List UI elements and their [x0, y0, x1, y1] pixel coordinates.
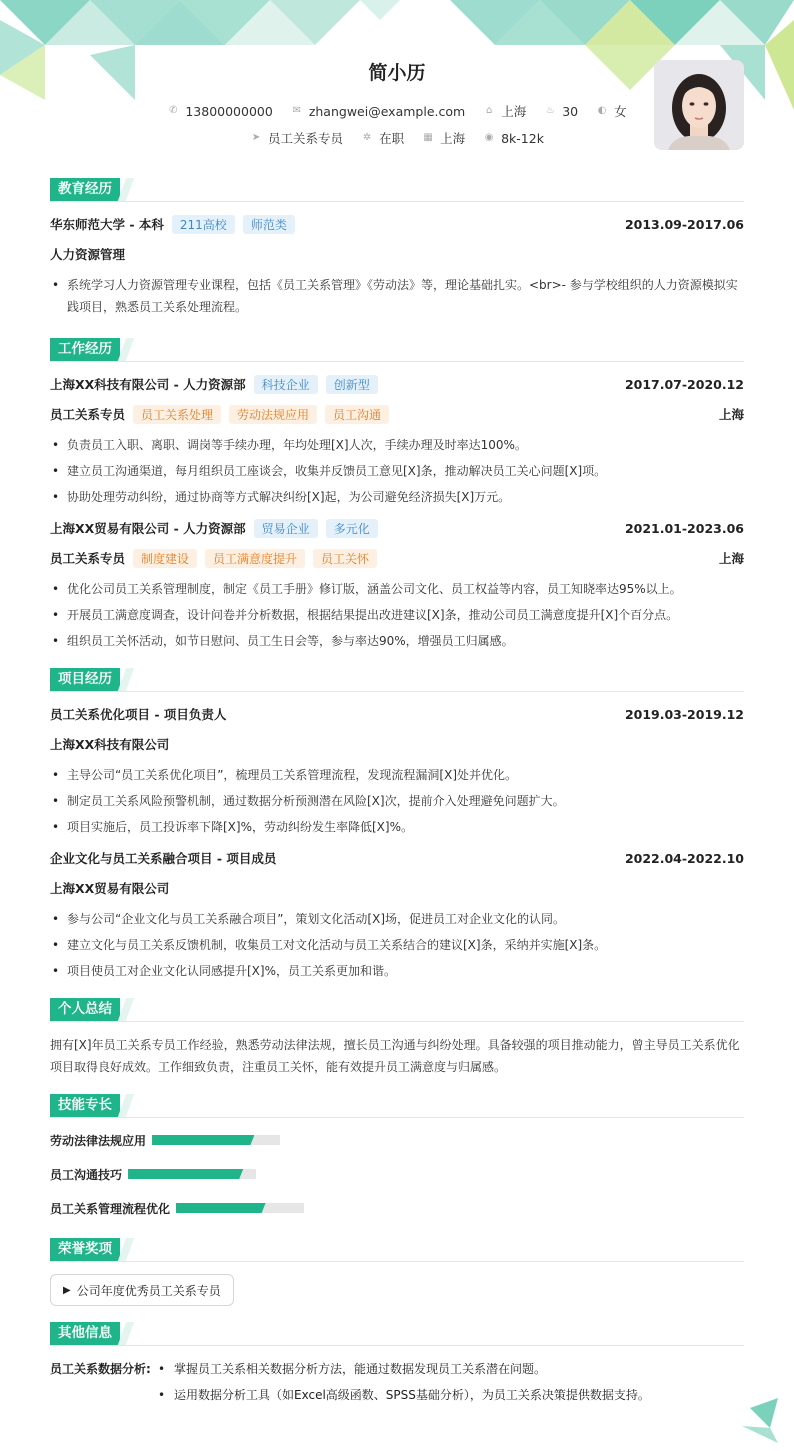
other-info: [50, 1358, 744, 1410]
list-item: • 系统学习人力资源管理专业课程，包括《员工关系管理》《劳动法》等，理论基础扎实。<br>- 参与学校组织的人力资源模拟实践项目，熟悉员工关系处理流程。: [50, 274, 744, 318]
age-text: 30: [562, 103, 579, 119]
project-entry: [50, 848, 744, 982]
list-item: • 建立文化与员工关系反馈机制，收集员工对文化活动与员工关系结合的建议[X]条，采纳并实施[X]条。: [50, 934, 744, 956]
gender-text: 女: [614, 104, 627, 119]
skill-item: [50, 1198, 403, 1218]
list-item: • 参与公司“企业文化与员工关系融合项目”，策划文化活动[X]场，促进员工对企业文化的认同。: [50, 908, 744, 930]
company-tag: 创新型: [326, 375, 378, 394]
list-item: • 负责员工入职、离职、调岗等手续办理，年均处理[X]人次，手续办理及时率达100%。: [50, 434, 744, 456]
skill-tag: 劳动法规应用: [229, 405, 317, 424]
work-period: 2021.01-2023.06: [624, 520, 744, 536]
city-text: 上海: [440, 131, 466, 146]
skill-level-bar: [128, 1169, 256, 1179]
section-title-tail: [118, 1094, 134, 1117]
list-item: • 项目实施后，员工投诉率下降[X]%，劳动纠纷发生率降低[X]%。: [50, 816, 744, 838]
work-period: 2017.07-2020.12: [624, 376, 744, 392]
skill-level-fill: [176, 1203, 266, 1213]
section-title: 其他信息: [50, 1322, 120, 1345]
education-section: [50, 178, 744, 318]
skill-tag: 制度建设: [133, 549, 197, 568]
list-item: • 制定员工关系风险预警机制，通过数据分析预测潜在风险[X]次，提前介入处理避免问题扩大。: [50, 790, 744, 812]
status-info: [361, 129, 404, 147]
company-name: 上海XX贸易有限公司 - 人力资源部: [50, 521, 246, 536]
skills-header: [50, 1094, 744, 1118]
role-name: 员工关系专员: [50, 407, 126, 422]
project-company: 上海XX贸易有限公司: [50, 881, 170, 896]
summary-header: [50, 998, 744, 1022]
cake-icon: ♨: [545, 105, 555, 116]
other-bullets: [156, 1358, 650, 1410]
company-row: [50, 374, 744, 394]
school-name: 华东师范大学 - 本科: [50, 217, 164, 232]
skill-level-fill: [128, 1169, 243, 1179]
age-info: [544, 102, 578, 120]
project-period: 2019.03-2019.12: [624, 706, 744, 722]
role-name: 员工关系专员: [50, 551, 126, 566]
avatar: [654, 60, 744, 150]
major-row: [50, 244, 744, 264]
section-title-tail: [118, 178, 134, 201]
resume-header: [50, 0, 744, 160]
work-location: 上海: [718, 407, 744, 422]
section-title: 教育经历: [50, 178, 120, 201]
company-name: 上海XX科技有限公司 - 人力资源部: [50, 377, 246, 392]
major-name: 人力资源管理: [50, 247, 126, 262]
section-title-tail: [118, 668, 134, 691]
gender-icon: ◐: [597, 105, 607, 116]
project-section: [50, 668, 744, 982]
candidate-name: 简小历: [368, 62, 426, 84]
work-section: [50, 338, 744, 652]
awards-header: [50, 1238, 744, 1262]
section-title: 项目经历: [50, 668, 120, 691]
gender-info: [596, 102, 627, 120]
project-bullets: [50, 908, 744, 982]
project-company-row: [50, 878, 744, 898]
work-entry: [50, 374, 744, 508]
skills-section: [50, 1094, 744, 1218]
project-title: 员工关系优化项目 - 项目负责人: [50, 707, 227, 722]
list-item: • 开展员工满意度调查，设计问卷并分析数据，根据结果提出改进建议[X]条，推动公司员工满意度提升[X]个百分点。: [50, 604, 744, 626]
work-location: 上海: [718, 551, 744, 566]
status-text: 在职: [379, 131, 405, 146]
list-item: • 组织员工关怀活动，如节日慰问、员工生日会等，参与率达90%，增强员工归属感。: [50, 630, 744, 652]
section-title-tail: [118, 338, 134, 361]
work-bullets: [50, 578, 744, 652]
school-tag: 211高校: [172, 215, 235, 234]
list-item: • 运用数据分析工具（如Excel高级函数、SPSS基础分析），为员工关系决策提供数据支持。: [156, 1384, 650, 1406]
education-header: [50, 178, 744, 202]
email-text: zhangwei@example.com: [308, 103, 466, 119]
list-item: • 协助处理劳动纠纷，通过协商等方式解决纠纷[X]起，为公司避免经济损失[X]万元。: [50, 486, 744, 508]
company-tag: 多元化: [326, 519, 378, 538]
work-bullets: [50, 434, 744, 508]
skill-item: [50, 1130, 403, 1150]
job-intent-row: [50, 129, 744, 147]
mail-icon: ✉: [292, 105, 302, 116]
other-section: [50, 1322, 744, 1410]
company-row: [50, 518, 744, 538]
other-label: 员工关系数据分析:: [50, 1362, 151, 1376]
award-item[interactable]: [50, 1274, 234, 1306]
other-header: [50, 1322, 744, 1346]
list-item: • 优化公司员工关系管理制度，制定《员工手册》修订版，涵盖公司文化、员工权益等内容，员工知晓率达95%以上。: [50, 578, 744, 600]
project-company: 上海XX科技有限公司: [50, 737, 170, 752]
home-icon: ⌂: [486, 105, 493, 116]
salary-text: 8k-12k: [501, 130, 544, 146]
summary-text: 拥有[X]年员工关系专员工作经验，熟悉劳动法律法规，擅长员工沟通与纠纷处理。具备较强的项目推动能力，曾主导员工关系优化项目取得良好成效。工作细致负责，注重员工关怀，能有效提升员工满意度与归属感。: [50, 1038, 740, 1074]
skill-tag: 员工满意度提升: [205, 549, 305, 568]
list-item: • 项目使员工对企业文化认同感提升[X]%，员工关系更加和谐。: [50, 960, 744, 982]
skill-name: 员工关系管理流程优化: [50, 1201, 171, 1216]
education-bullets: [50, 274, 744, 318]
city-info: [422, 129, 465, 147]
skill-level-bar: [176, 1203, 304, 1213]
skill-name: 劳动法律法规应用: [50, 1133, 147, 1148]
project-period: 2022.04-2022.10: [624, 850, 744, 866]
skills-list: [50, 1130, 744, 1218]
project-header: [50, 668, 744, 692]
building-icon: ▦: [423, 132, 433, 143]
coin-icon: ◉: [484, 132, 494, 143]
skill-tag: 员工关系处理: [133, 405, 221, 424]
work-header: [50, 338, 744, 362]
salary-info: [483, 129, 544, 147]
section-title: 个人总结: [50, 998, 120, 1021]
role-row: [50, 404, 744, 424]
section-title-tail: [118, 998, 134, 1021]
summary-section: [50, 998, 744, 1078]
skill-item: [50, 1164, 403, 1184]
send-icon: ➤: [251, 132, 261, 143]
position-info: [250, 129, 343, 147]
section-title: 技能专长: [50, 1094, 120, 1117]
role-row: [50, 548, 744, 568]
education-row: [50, 214, 744, 234]
skill-level-bar: [152, 1135, 280, 1145]
phone-text: 13800000000: [185, 103, 273, 119]
contact-row: [50, 102, 744, 120]
project-company-row: [50, 734, 744, 754]
skill-name: 员工沟通技巧: [50, 1167, 123, 1182]
status-icon: ✲: [362, 132, 372, 143]
email-info: [291, 102, 465, 120]
section-title-tail: [118, 1322, 134, 1345]
project-title-row: [50, 848, 744, 868]
work-entry: [50, 518, 744, 652]
play-triangle-icon: ▶: [63, 1284, 71, 1296]
position-text: 员工关系专员: [268, 131, 344, 146]
award-name: 公司年度优秀员工关系专员: [76, 1283, 221, 1298]
company-tag: 科技企业: [254, 375, 318, 394]
section-title: 工作经历: [50, 338, 120, 361]
project-title: 企业文化与员工关系融合项目 - 项目成员: [50, 851, 277, 866]
skill-level-fill: [152, 1135, 254, 1145]
phone-info: [167, 102, 272, 120]
awards-section: [50, 1238, 744, 1306]
project-bullets: [50, 764, 744, 838]
phone-icon: ✆: [169, 105, 178, 116]
profile-photo: [654, 60, 744, 150]
project-entry: [50, 704, 744, 838]
location-text: 上海: [501, 104, 527, 119]
section-title-tail: [118, 1238, 134, 1261]
skill-tag: 员工沟通: [325, 405, 389, 424]
section-title: 荣誉奖项: [50, 1238, 120, 1261]
skill-tag: 员工关怀: [313, 549, 377, 568]
school-tag: 师范类: [243, 215, 295, 234]
company-tag: 贸易企业: [254, 519, 318, 538]
list-item: • 掌握员工关系相关数据分析方法，能通过数据发现员工关系潜在问题。: [156, 1358, 650, 1380]
education-period: 2013.09-2017.06: [624, 216, 744, 232]
location-info: [483, 102, 526, 120]
project-title-row: [50, 704, 744, 724]
list-item: • 建立员工沟通渠道，每月组织员工座谈会，收集并反馈员工意见[X]条，推动解决员工关心问题[X]项。: [50, 460, 744, 482]
list-item: • 主导公司“员工关系优化项目”，梳理员工关系管理流程，发现流程漏洞[X]处并优化。: [50, 764, 744, 786]
